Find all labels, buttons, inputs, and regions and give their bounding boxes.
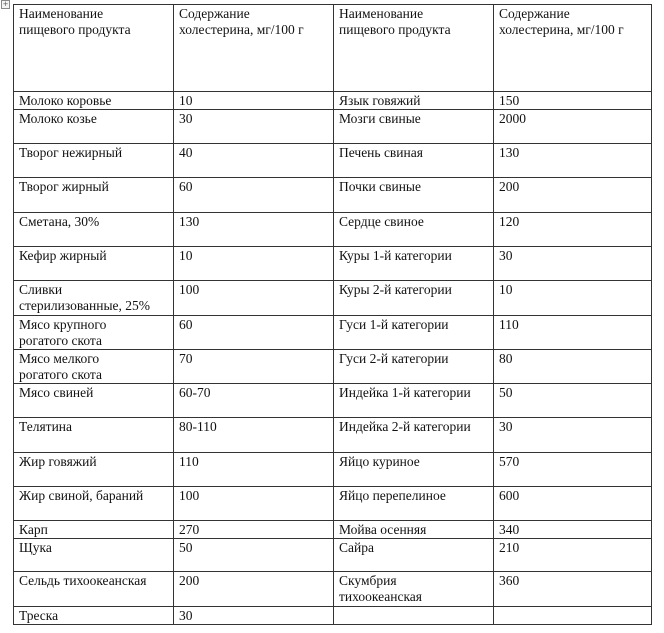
cholesterol-value-cell: 80 (494, 350, 652, 384)
product-name-cell (334, 607, 494, 625)
table-row (14, 213, 652, 247)
product-name-cell: Гуси 1-й категории (334, 316, 494, 350)
cholesterol-value-cell: 80-110 (174, 418, 334, 453)
header-cell-cholesterol-right: Содержание холестерина, мг/100 г (494, 5, 652, 92)
cholesterol-value-cell: 10 (174, 92, 334, 110)
table-row (14, 384, 652, 418)
product-name-cell: Молоко козье (14, 110, 174, 144)
cholesterol-value-cell: 200 (174, 572, 334, 607)
product-name-cell: Куры 2-й категории (334, 281, 494, 316)
product-name-cell: Жир говяжий (14, 453, 174, 487)
cholesterol-value-cell: 110 (494, 316, 652, 350)
cholesterol-value-cell: 60 (174, 178, 334, 213)
cholesterol-value-cell: 200 (494, 178, 652, 213)
cholesterol-value-cell: 360 (494, 572, 652, 607)
table-row (14, 281, 652, 316)
cholesterol-value-cell: 30 (174, 110, 334, 144)
product-name-cell: Жир свиной, бараний (14, 487, 174, 521)
cholesterol-value-cell: 130 (174, 213, 334, 247)
product-name-cell: Гуси 2-й категории (334, 350, 494, 384)
cholesterol-value-cell: 600 (494, 487, 652, 521)
product-name-cell: Скумбрия тихоокеанская (334, 572, 494, 607)
cholesterol-value-cell (494, 607, 652, 625)
cholesterol-value-cell: 50 (494, 384, 652, 418)
product-name-cell: Сметана, 30% (14, 213, 174, 247)
cholesterol-value-cell: 340 (494, 521, 652, 539)
cholesterol-value-cell: 120 (494, 213, 652, 247)
cholesterol-value-cell: 2000 (494, 110, 652, 144)
table-row (14, 453, 652, 487)
product-name-cell: Индейка 2-й категории (334, 418, 494, 453)
cholesterol-value-cell: 100 (174, 281, 334, 316)
product-name-cell: Печень свиная (334, 144, 494, 178)
table-row (14, 487, 652, 521)
product-name-cell: Мясо мелкого рогатого скота (14, 350, 174, 384)
product-name-cell: Телятина (14, 418, 174, 453)
cholesterol-value-cell: 50 (174, 539, 334, 572)
table-row (14, 350, 652, 384)
cholesterol-value-cell: 570 (494, 453, 652, 487)
product-name-cell: Молоко коровье (14, 92, 174, 110)
product-name-cell: Щука (14, 539, 174, 572)
cholesterol-value-cell: 60-70 (174, 384, 334, 418)
product-name-cell: Индейка 1-й категории (334, 384, 494, 418)
product-name-cell: Мозги свиные (334, 110, 494, 144)
product-name-cell: Сайра (334, 539, 494, 572)
table-row (14, 178, 652, 213)
product-name-cell: Почки свиные (334, 178, 494, 213)
table-row (14, 539, 652, 572)
cholesterol-value-cell: 130 (494, 144, 652, 178)
cholesterol-value-cell: 30 (494, 247, 652, 281)
product-name-cell: Сливки стерилизованные, 25% (14, 281, 174, 316)
table-row (14, 521, 652, 539)
cholesterol-value-cell: 30 (494, 418, 652, 453)
cholesterol-value-cell: 110 (174, 453, 334, 487)
cholesterol-value-cell: 150 (494, 92, 652, 110)
header-cell-product-name-right: Наименование пищевого продукта (334, 5, 494, 92)
table-anchor-icon[interactable]: + (2, 0, 9, 8)
product-name-cell: Треска (14, 607, 174, 625)
cholesterol-value-cell: 70 (174, 350, 334, 384)
product-name-cell: Кефир жирный (14, 247, 174, 281)
header-row (14, 5, 652, 92)
cholesterol-value-cell: 10 (174, 247, 334, 281)
product-name-cell: Язык говяжий (334, 92, 494, 110)
cholesterol-table (13, 4, 652, 625)
product-name-cell: Сельдь тихоокеанская (14, 572, 174, 607)
product-name-cell: Творог нежирный (14, 144, 174, 178)
product-name-cell: Куры 1-й категории (334, 247, 494, 281)
table-row (14, 247, 652, 281)
table-row (14, 110, 652, 144)
table-row (14, 607, 652, 625)
product-name-cell: Мясо крупного рогатого скота (14, 316, 174, 350)
product-name-cell: Карп (14, 521, 174, 539)
cholesterol-value-cell: 100 (174, 487, 334, 521)
header-cell-cholesterol-left: Содержание холестерина, мг/100 г (174, 5, 334, 92)
product-name-cell: Сердце свиное (334, 213, 494, 247)
table-row (14, 144, 652, 178)
cholesterol-value-cell: 10 (494, 281, 652, 316)
cholesterol-value-cell: 40 (174, 144, 334, 178)
table-row (14, 316, 652, 350)
product-name-cell: Мясо свиней (14, 384, 174, 418)
cholesterol-value-cell: 270 (174, 521, 334, 539)
cholesterol-value-cell: 210 (494, 539, 652, 572)
table-row (14, 92, 652, 110)
product-name-cell: Мойва осенняя (334, 521, 494, 539)
cholesterol-value-cell: 30 (174, 607, 334, 625)
table-row (14, 572, 652, 607)
product-name-cell: Яйцо куриное (334, 453, 494, 487)
header-cell-product-name-left: Наименование пищевого продукта (14, 5, 174, 92)
product-name-cell: Яйцо перепелиное (334, 487, 494, 521)
product-name-cell: Творог жирный (14, 178, 174, 213)
cholesterol-value-cell: 60 (174, 316, 334, 350)
table-row (14, 418, 652, 453)
